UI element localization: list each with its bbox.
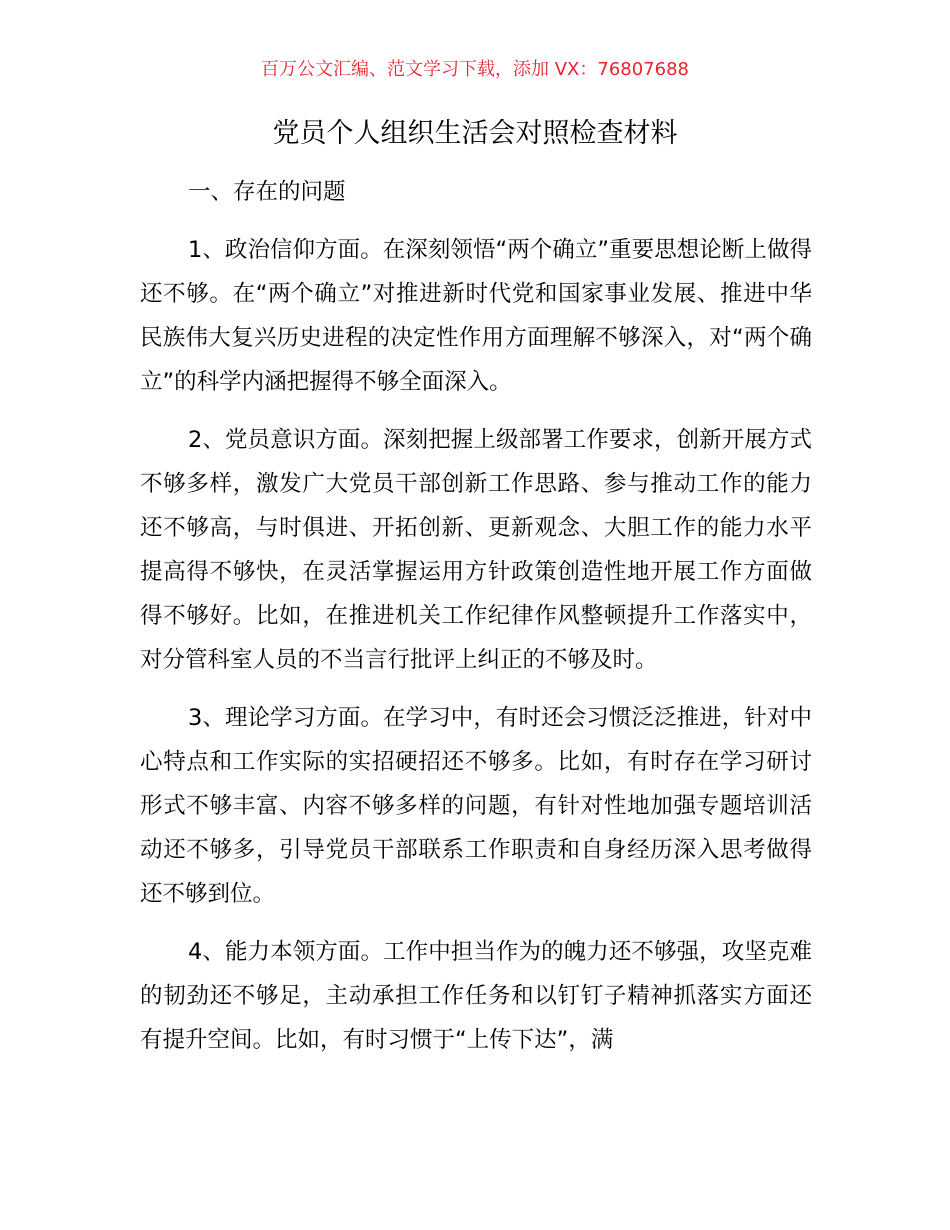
paragraph-political-belief: 1、政治信仰方面。在深刻领悟“两个确立”重要思想论断上做得还不够。在“两个确立”对推进新时代党和国家事业发展、推进中华民族伟大复兴历史进程的决定性作用方面理解不够深入，对“两个确立”的科学内涵把握得不够全面深入。	[140, 237, 812, 395]
paragraph-ability: 4、能力本领方面。工作中担当作为的魄力还不够强，攻坚克难的韧劲还不够足，主动承担工作任务和以钉钉子精神抓落实方面还有提升空间。比如，有时习惯于“上传下达”，满	[140, 939, 812, 1053]
header-banner: 百万公文汇编、范文学习下载，添加 VX：76807688	[261, 59, 689, 80]
section-heading: 一、存在的问题	[188, 179, 346, 205]
document-body	[140, 170, 812, 1062]
paragraph-party-awareness: 2、党员意识方面。深刻把握上级部署工作要求，创新开展方式不够多样，激发广大党员干部创新工作思路、参与推动工作的能力还不够高，与时俱进、开拓创新、更新观念、大胆工作的能力水平提高得不够快，在灵活掌握运用方针政策创造性地开展工作方面做得不够好。比如，在推进机关工作纪律作风整顿提升工作落实中，对分管科室人员的不当言行批评上纠正的不够及时。	[140, 427, 812, 673]
page-title: 党员个人组织生活会对照检查材料	[272, 118, 678, 149]
paragraph-theory-study: 3、理论学习方面。在学习中，有时还会习惯泛泛推进，针对中心特点和工作实际的实招硬招还不够多。比如，有时存在学习研讨形式不够丰富、内容不够多样的问题，有针对性地加强专题培训活动还不够多，引导党员干部联系工作职责和自身经历深入思考做得还不够到位。	[140, 705, 812, 907]
